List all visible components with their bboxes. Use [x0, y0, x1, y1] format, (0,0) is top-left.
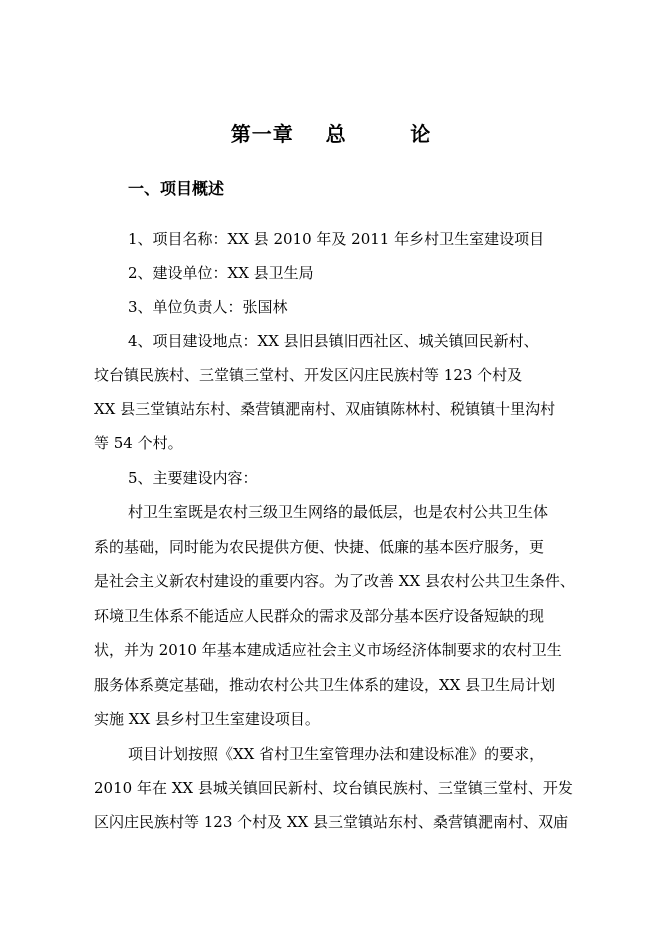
- item-project-name: 1、项目名称：XX 县 2010 年及 2011 年乡村卫生室建设项目: [128, 230, 545, 248]
- item-location-line: XX 县三堂镇站东村、桑营镇淝南村、双庙镇陈林村、税镇镇十里沟村: [94, 400, 556, 418]
- item-location-line: 坟台镇民族村、三堂镇三堂村、开发区闪庄民族村等 123 个村及: [94, 366, 523, 384]
- item-unit-owner: 3、单位负责人：张国林: [128, 298, 288, 316]
- paragraph-line: 是社会主义新农村建设的重要内容。为了改善 XX 县农村公共卫生条件、: [94, 572, 575, 590]
- item-content-heading: 5、主要建设内容：: [128, 469, 258, 487]
- paragraph-line: 系的基础，同时能为农民提供方便、快捷、低廉的基本医疗服务，更: [94, 538, 545, 556]
- section-title: 一、项目概述: [128, 179, 225, 198]
- chapter-title: 第一章 总 论: [230, 122, 432, 146]
- item-location-line: 等 54 个村。: [94, 434, 183, 452]
- item-location-line: 4、项目建设地点：XX 县旧县镇旧西社区、城关镇回民新村、: [128, 332, 539, 350]
- paragraph-line: 2010 年在 XX 县城关镇回民新村、坟台镇民族村、三堂镇三堂村、开发: [94, 779, 573, 797]
- paragraph-line: 状，并为 2010 年基本建成适应社会主义市场经济体制要求的农村卫生: [94, 641, 562, 659]
- paragraph-line: 村卫生室既是农村三级卫生网络的最低层，也是农村公共卫生体: [128, 503, 549, 521]
- paragraph-line: 服务体系奠定基础，推动农村公共卫生体系的建设，XX 县卫生局计划: [94, 676, 556, 694]
- paragraph-line: 项目计划按照《XX 省村卫生室管理办法和建设标准》的要求，: [128, 745, 545, 763]
- paragraph-line: 环境卫生体系不能适应人民群众的需求及部分基本医疗设备短缺的现: [94, 607, 545, 625]
- paragraph-line: 区闪庄民族村等 123 个村及 XX 县三堂镇站东村、桑营镇淝南村、双庙: [94, 813, 569, 831]
- item-construction-unit: 2、建设单位：XX 县卫生局: [128, 264, 314, 282]
- paragraph-line: 实施 XX 县乡村卫生室建设项目。: [94, 710, 320, 728]
